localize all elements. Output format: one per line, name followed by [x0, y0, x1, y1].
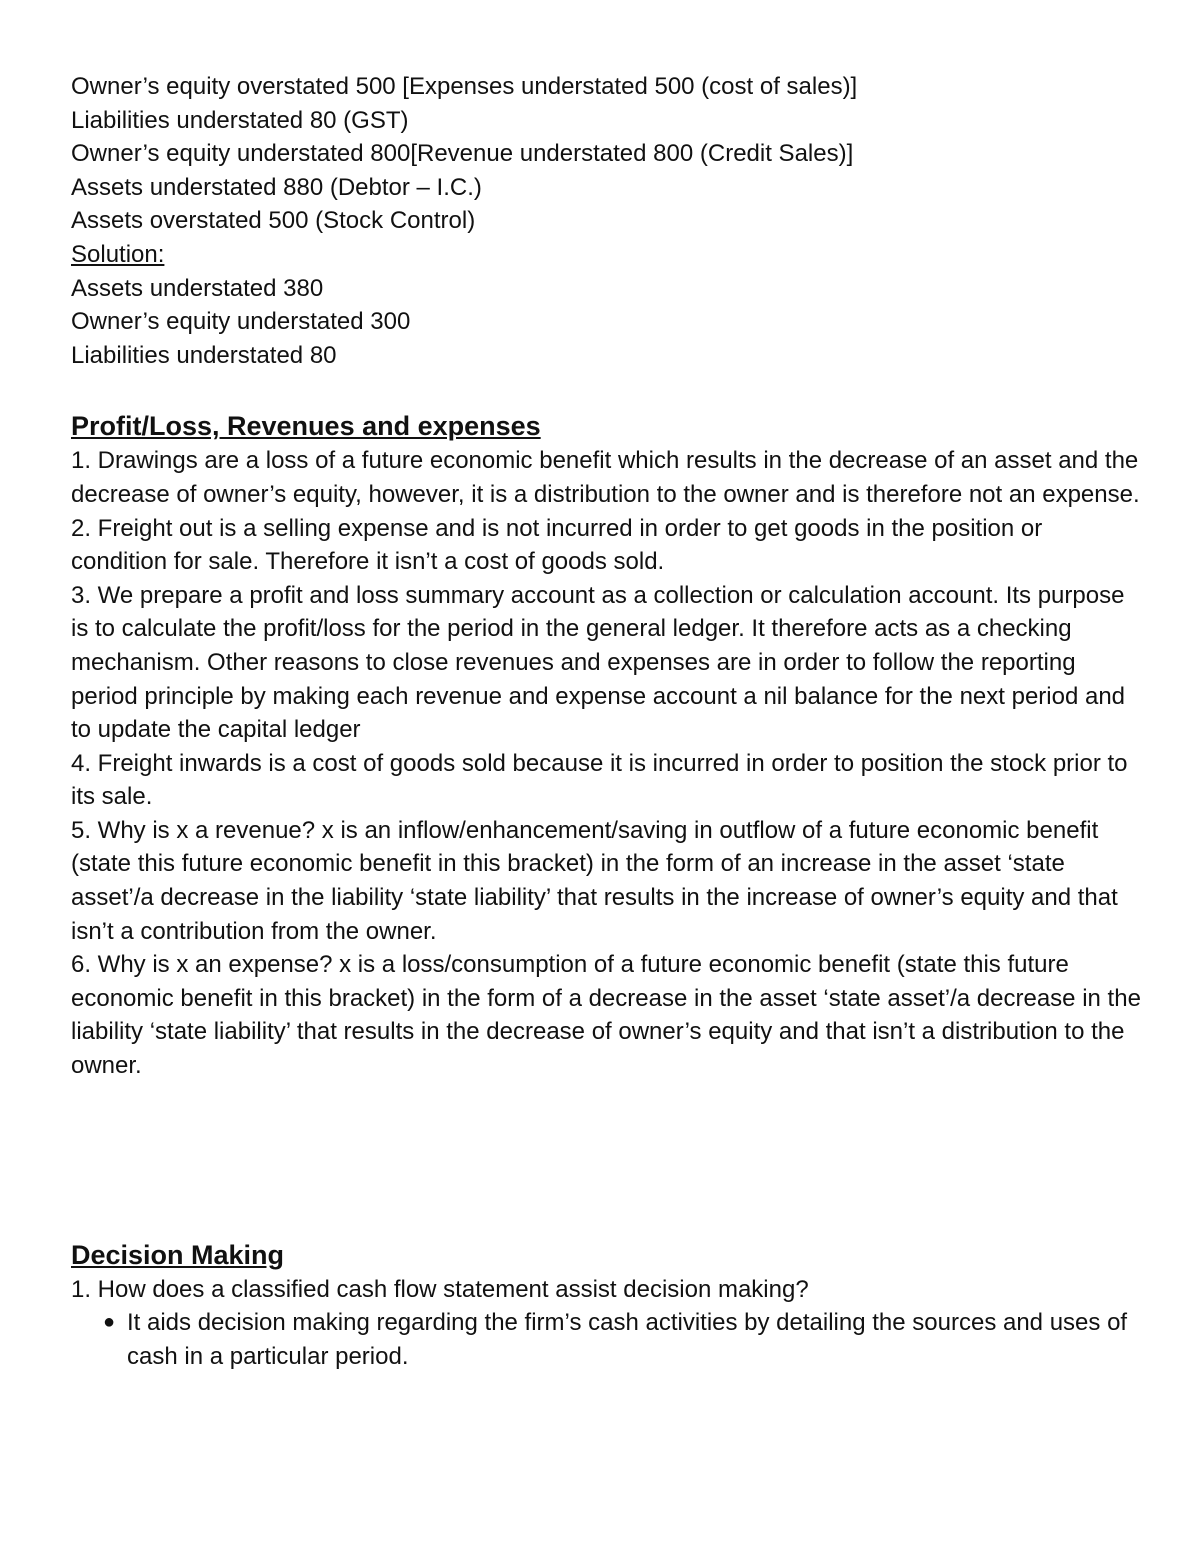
document-page [71, 70, 1141, 1373]
bullet-icon: ● [103, 1311, 116, 1334]
solution-label: Solution: [71, 240, 165, 268]
errors-block [71, 70, 1141, 372]
solution-line: Assets understated 380 [71, 274, 324, 302]
error-line: Assets overstated 500 (Stock Control) [71, 207, 476, 235]
error-line: Owner’s equity understated 800[Revenue understated 800 (Credit Sales)] [71, 140, 854, 168]
solution-line: Owner’s equity understated 300 [71, 308, 411, 336]
list-item [71, 1306, 1141, 1373]
profit-item: 5. Why is x a revenue? x is an inflow/enhancement/saving in outflow of a future economic benefit (state this future economic benefit in this bracket) in the form of an increase in the asset ‘state asset’/a decrease in the liability ‘state liability’ that results in the increase of owner’s equity and that isn’t a contribution from the owner. [71, 816, 1118, 945]
decision-question: 1. How does a classified cash flow statement assist decision making? [71, 1275, 809, 1303]
section-heading-profit: Profit/Loss, Revenues and expenses [71, 411, 541, 442]
solution-line: Liabilities understated 80 [71, 341, 337, 369]
error-line: Owner’s equity overstated 500 [Expenses understated 500 (cost of sales)] [71, 73, 858, 100]
profit-item: 4. Freight inwards is a cost of goods sold because it is incurred in order to position the stock prior to its sale. [71, 749, 1128, 811]
spacer [71, 372, 1141, 408]
profit-item: 3. We prepare a profit and loss summary account as a collection or calculation account. Its purpose is to calculate the profit/loss for the period in the general ledger. It therefore acts as a checking mechanism. Other reasons to close revenues and expenses are in order to follow the reporting period principle by making each revenue and expense account a nil balance for the next period and to update the capital ledger [71, 581, 1126, 744]
bullet-text: It aids decision making regarding the firm’s cash activities by detailing the sources and uses of cash in a particular period. [127, 1309, 1128, 1370]
decision-bullet-list [71, 1306, 1141, 1373]
profit-section [71, 408, 1141, 1082]
profit-item: 6. Why is x an expense? x is a loss/consumption of a future economic benefit (state this future economic benefit in this bracket) in the form of a decrease in the asset ‘state asset’/a decrease in the liability ‘state liability’ that results in the decrease of owner’s equity and that isn’t a distribution to the owner. [71, 951, 1141, 1080]
error-line: Assets understated 880 (Debtor – I.C.) [71, 173, 482, 201]
profit-item: 1. Drawings are a loss of a future economic benefit which results in the decrease of an asset and the decrease of owner’s equity, however, it is a distribution to the owner and is therefore not an expense. [71, 447, 1140, 508]
section-heading-decision: Decision Making [71, 1239, 285, 1270]
profit-item: 2. Freight out is a selling expense and is not incurred in order to get goods in the position or condition for sale. Therefore it isn’t a cost of goods sold. [71, 514, 1043, 576]
decision-section [71, 1237, 1141, 1374]
spacer [71, 1083, 1141, 1237]
error-line: Liabilities understated 80 (GST) [71, 106, 409, 134]
